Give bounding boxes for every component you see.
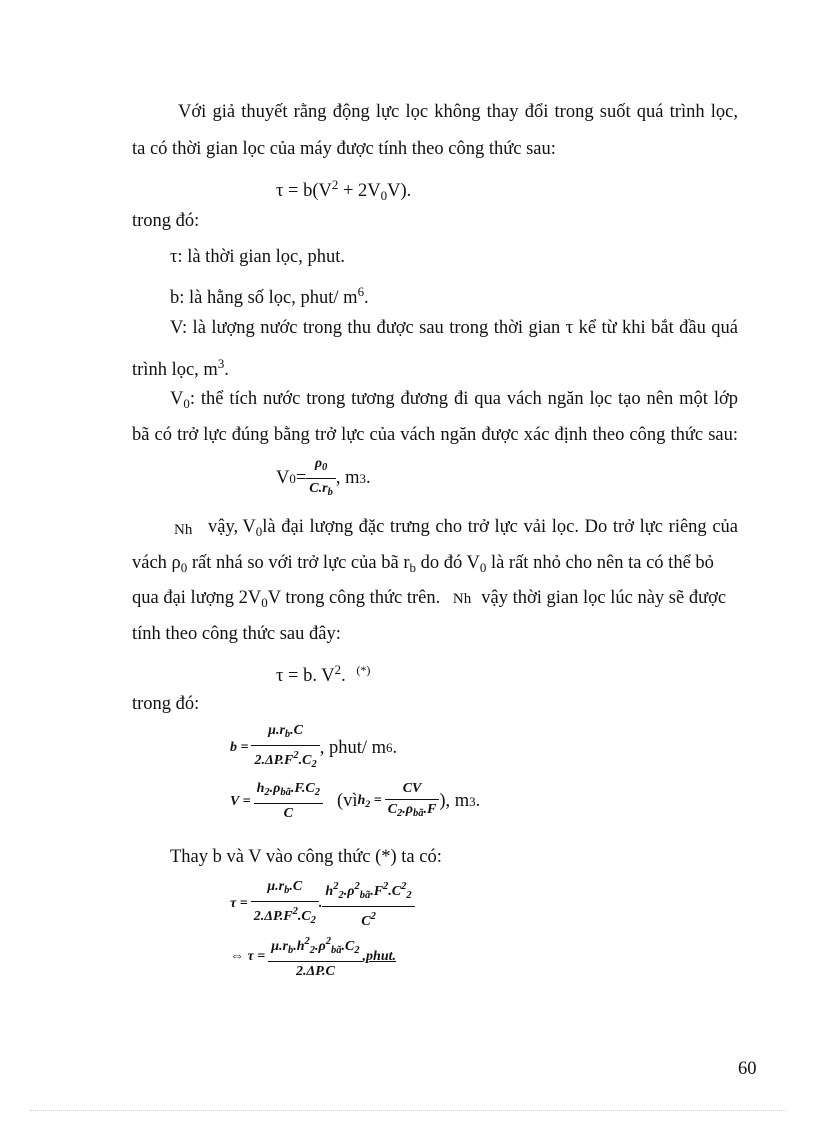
definition-v0-line-2: bã có trở lực đúng bằng trở lực của vách ngăn được xác định theo công thức sau:	[132, 425, 738, 445]
h2-fraction: $\frac{CV}{C_2.\rho_{bã}.F}$	[385, 780, 440, 823]
equation-b: b = $\frac{\mu.r_b.C}{2.\Delta P.F^2.C_2}$ , phut/ m 6 .	[230, 722, 397, 774]
equation-v: V = $\frac{h_2.\rho_{bã}.F.C_2}{C}$ (vì $h_2$ = $\frac{CV}{C_2.\rho_{bã}.F}$ ), m 3 .	[230, 781, 481, 822]
paragraph-nhu-vay-line-3: qua đại lượng $2V_0V$ trong công thức trên. Nh vậy thời gian lọc lúc này sẽ được	[132, 588, 727, 610]
equation-tau-substituted: τ = $\frac{\mu.r_b.C}{2.\Delta P.F^2.C_2}$ . $\frac{h^2_2.\rho^2_{bã}.F^2.C^2_2}{C^2}$	[230, 878, 415, 931]
page-number: 60	[738, 1059, 757, 1079]
page-bottom-divider	[30, 1110, 786, 1111]
tau-fraction-2: $\frac{h^2_2.\rho^2_{bã}.F^2.C^2_2}{C^2}$	[322, 878, 414, 931]
tau-final-fraction: $\frac{\mu.r_b.h^2_2.\rho^2_{bã}.C_2}{2.\Delta P.C}$	[268, 933, 362, 981]
v0-fraction: $\frac{\rho_0}{C.r_b}$	[306, 455, 336, 502]
definition-b: b: là hằng số lọc, phut/ $m^6$.	[170, 284, 369, 309]
label-trong-do-1: trong đó:	[132, 211, 200, 231]
label-trong-do-2: trong đó:	[132, 694, 200, 714]
paragraph-nhu-vay-line-1: Nh vậy, $V_0$ là đại lượng đặc trưng cho trở lực vải lọc. Do trở lực riêng của	[174, 517, 738, 539]
equation-v0: V 0 = $\frac{\rho_0}{C.r_b}$ , m 3 .	[276, 455, 371, 502]
paragraph-nhu-vay-line-2: vách $\rho_0$ rất nhá so với trở lực của bã $r_b$ do đó $V_0$ là rất nhỏ cho nên ta có thể bỏ	[132, 553, 714, 575]
equation-tau-simplified: τ = b. $V^2$. (*)	[276, 662, 371, 687]
paragraph-intro-line-2: ta có thời gian lọc của máy được tính theo công thức sau:	[132, 139, 556, 159]
equation-filtration-time: $\tau = b(V^2 + 2V_0V)$.	[276, 177, 412, 203]
paragraph-thay: Thay b và V vào công thức (*) ta có:	[170, 847, 442, 867]
paragraph-nhu-vay-line-4: tính theo công thức sau đây:	[132, 624, 341, 644]
definition-v0-line-1: $V_0$ : thể tích nước trong tương đương đi qua vách ngăn lọc tạo nên một lớp	[170, 389, 738, 411]
paragraph-intro-line-1: Với giả thuyết rằng động lực lọc không thay đổi trong suốt quá trình lọc,	[178, 102, 738, 122]
tau-fraction-1: $\frac{\mu.r_b.C}{2.\Delta P.F^2.C_2}$	[251, 878, 319, 930]
definition-v-line-2: trình lọc, $m^3$.	[132, 356, 229, 381]
v-fraction: $\frac{h_2.\rho_{bã}.F.C_2}{C}$	[254, 780, 323, 823]
definition-tau: τ: là thời gian lọc, phut.	[170, 247, 345, 267]
b-fraction: $\frac{\mu.r_b.C}{2.\Delta P.F^2.C_2}$	[251, 722, 319, 774]
equation-tau-final: ⇔ τ = $\frac{\mu.r_b.h^2_2.\rho^2_{bã}.C_2}{2.\Delta P.C}$ ,phut.	[230, 933, 396, 981]
definition-v-line-1: V: là lượng nước trong thu được sau trong thời gian τ kể từ khi bắt đầu quá	[170, 318, 738, 338]
